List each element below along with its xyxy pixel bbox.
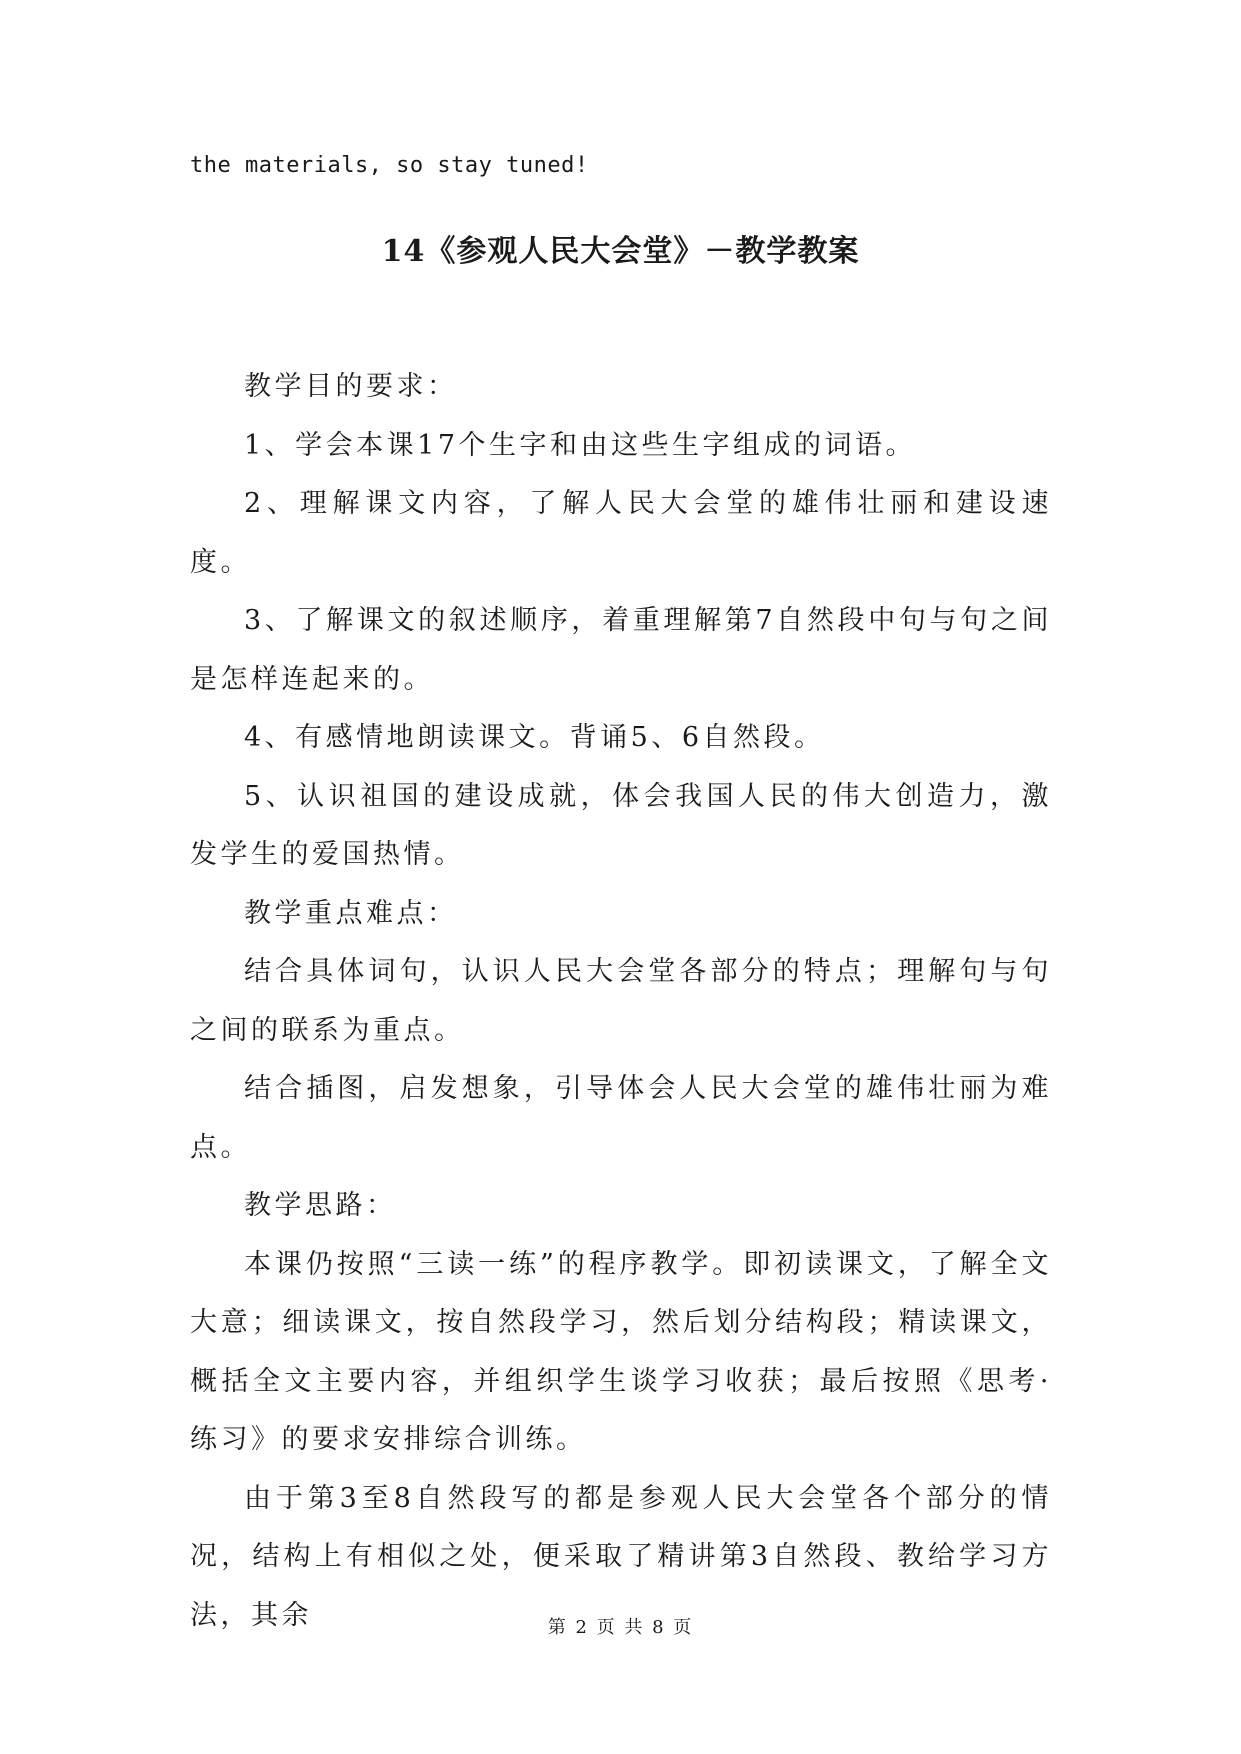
paragraph-objective-1: 1、学会本课17个生字和由这些生字组成的词语。 bbox=[244, 429, 917, 461]
document-body bbox=[190, 358, 1052, 1645]
paragraph-approach-heading: 教学思路： bbox=[244, 1190, 397, 1221]
paragraph-objective-2: 2、理解课文内容，了解人民大会堂的雄伟壮丽和建设速度。 bbox=[190, 488, 1052, 578]
paragraph-key-point: 结合具体词句，认识人民大会堂各部分的特点；理解句与句之间的联系为重点。 bbox=[190, 956, 1052, 1046]
paragraph-objective-3: 3、了解课文的叙述顺序，着重理解第7自然段中句与句之间是怎样连起来的。 bbox=[190, 605, 1052, 695]
paragraph-objective-5: 5、认识祖国的建设成就，体会我国人民的伟大创造力，激发学生的爱国热情。 bbox=[190, 780, 1052, 870]
paragraph-objective-4: 4、有感情地朗读课文。背诵5、6自然段。 bbox=[244, 722, 825, 753]
document-title: 14《参观人民大会堂》－教学教案 bbox=[381, 234, 860, 269]
page-number: 第 2 页 共 8 页 bbox=[547, 1617, 694, 1638]
paragraph-approach: 本课仍按照“三读一练”的程序教学。即初读课文，了解全文大意；细读课文，按自然段学习，然后划分结构段；精读课文，概括全文主要内容，并组织学生谈学习收获；最后按照《思考·练习》的要求安排综合训练。 bbox=[190, 1248, 1052, 1455]
carry-over-text: the materials, so stay tuned! bbox=[190, 153, 589, 178]
paragraph-key-points-heading: 教学重点难点： bbox=[244, 897, 458, 929]
paragraph-objectives-heading: 教学目的要求： bbox=[244, 371, 458, 402]
paragraph-structure: 由于第3至8自然段写的都是参观人民大会堂各个部分的情况，结构上有相似之处，便采取了精讲第3自然段、教给学习方法，其余 bbox=[190, 1482, 1052, 1631]
paragraph-difficulty: 结合插图，启发想象，引导体会人民大会堂的雄伟壮丽为难点。 bbox=[190, 1073, 1052, 1163]
